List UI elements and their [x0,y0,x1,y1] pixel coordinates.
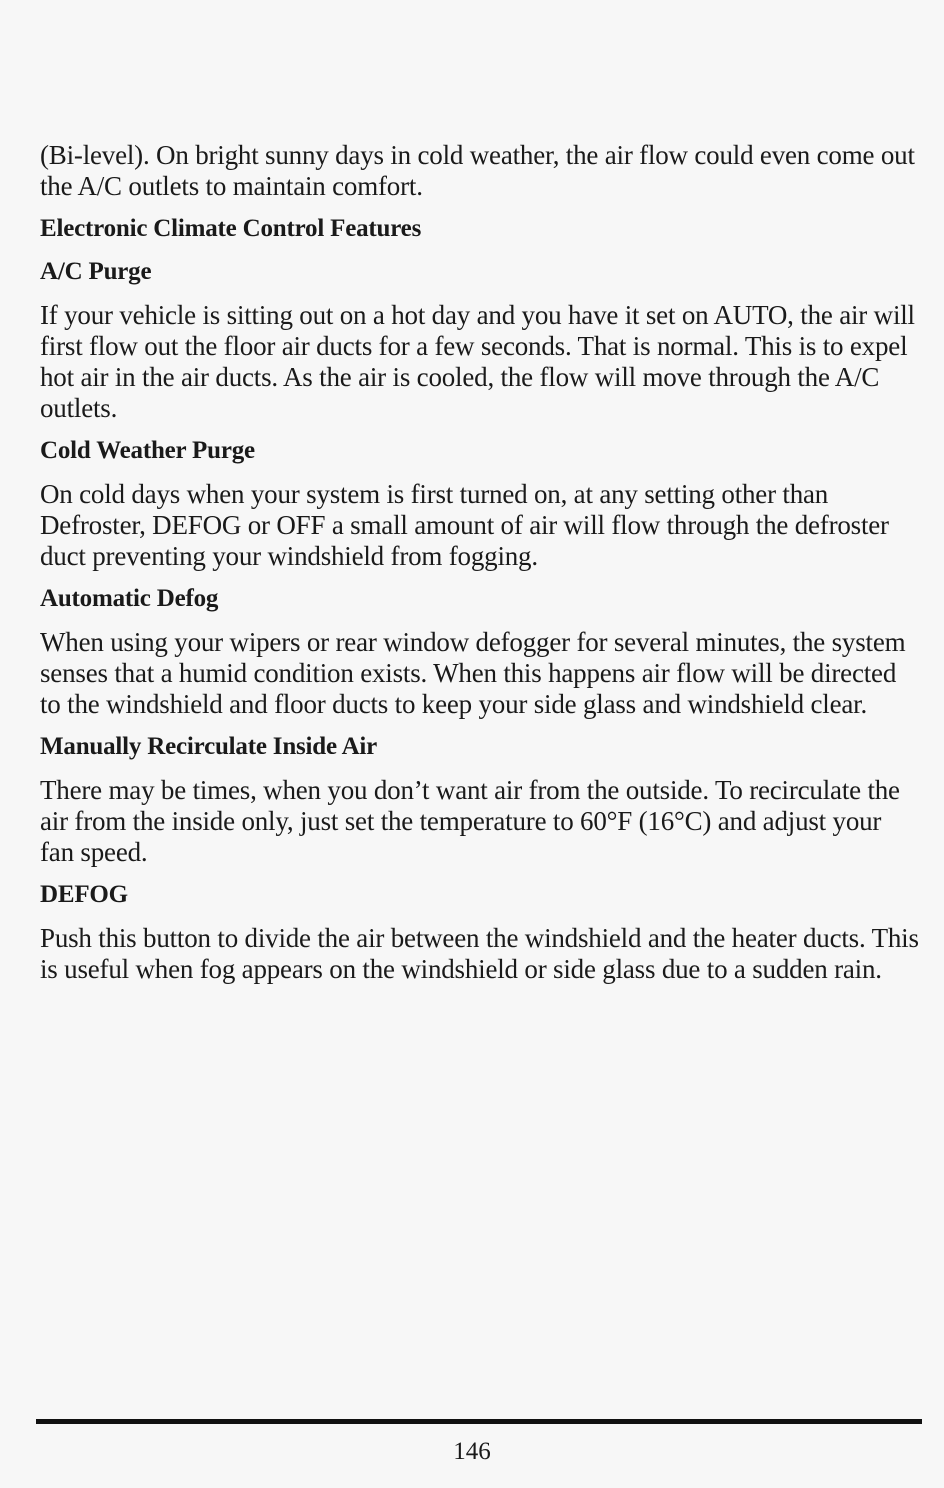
automatic-defog-heading: Automatic Defog [40,585,219,612]
defog-paragraph: Push this button to divide the air between the windshield and the heater ducts. This is useful when fog appears on the windshield or side glass due to a sudden rain. [40,923,919,984]
defog-heading: DEFOG [40,881,128,908]
page-content [40,140,920,997]
ac-purge-heading: A/C Purge [40,258,152,285]
ac-purge-paragraph: If your vehicle is sitting out on a hot day and you have it set on AUTO, the air will first flow out the floor air ducts for a few seconds. That is normal. This is to expel hot air in the air ducts. As the air is cooled, the flow will move through the A/C outlets. [40,300,915,423]
cold-weather-purge-heading: Cold Weather Purge [40,437,255,464]
automatic-defog-paragraph: When using your wipers or rear window defogger for several minutes, the system senses that a humid condition exists. When this happens air flow will be directed to the windshield and floor ducts to keep your side glass and windshield clear. [40,627,906,719]
intro-paragraph: (Bi-level). On bright sunny days in cold weather, the air flow could even come out the A/C outlets to maintain comfort. [40,140,915,201]
manual-recirculate-heading: Manually Recirculate Inside Air [40,733,378,760]
footer-rule [36,1419,922,1424]
section-title: Electronic Climate Control Features [40,215,422,242]
page-number: 146 [453,1438,491,1465]
cold-weather-purge-paragraph: On cold days when your system is first turned on, at any setting other than Defroster, DEFOG or OFF a small amount of air will flow through the defroster duct preventing your windshield from fogging. [40,479,889,571]
manual-recirculate-paragraph: There may be times, when you don’t want air from the outside. To recirculate the air from the inside only, just set the temperature to 60°F (16°C) and adjust your fan speed. [40,775,900,867]
